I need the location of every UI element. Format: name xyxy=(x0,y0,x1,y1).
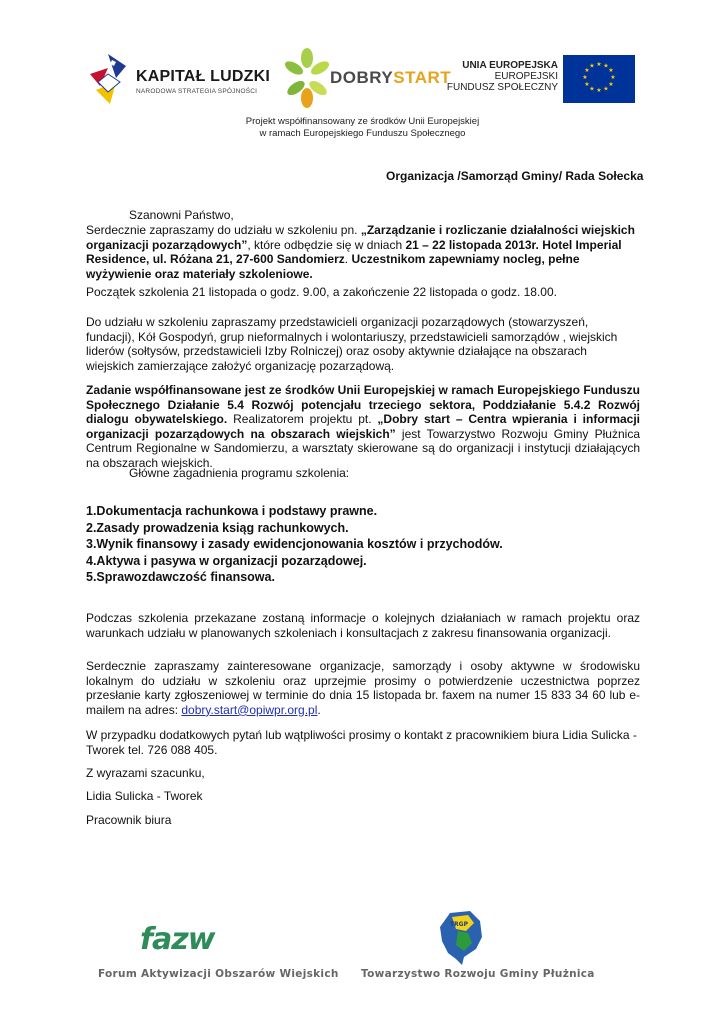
dobry-start-logo xyxy=(284,48,452,110)
svg-text:★: ★ xyxy=(582,74,588,81)
schedule: Początek szkolenia 21 listopada o godz. 9.00, a zakończenie 22 listopada o godz. 18.00. xyxy=(86,285,557,299)
recipient: Organizacja /Samorząd Gminy/ Rada Sołecka xyxy=(386,169,644,183)
project-funding-note xyxy=(0,116,725,139)
dobry-start-flower-icon xyxy=(284,48,330,110)
salutation: Szanowni Państwo, xyxy=(129,208,234,222)
eu-line-1: UNIA EUROPEJSKA xyxy=(462,60,558,71)
eu-flag-icon xyxy=(563,55,635,103)
list-item: 4.Aktywa i pasywa w organizacji pozarządowej. xyxy=(86,553,367,568)
list-item: 5.Sprawozdawczość finansowa. xyxy=(86,570,275,584)
training-date-place: 21 – 22 listopada 2013r. Hotel Imperial Residence, ul. Różana 21, 27-600 Sandomierz xyxy=(86,237,622,267)
project-line-1: Projekt współfinansowany ze środków Unii Europejskiej xyxy=(245,116,480,127)
funding-b: Realizatorem projektu pt. xyxy=(227,412,378,427)
list-item: 3.Wynik finansowy i zasady ewidencjonowania kosztów i przychodów. xyxy=(86,537,503,551)
intro-a: Serdecznie zapraszamy do udziału w szkoleniu pn. xyxy=(86,223,361,237)
funding-paragraph xyxy=(86,383,640,471)
trgp-badge-text: TRGP xyxy=(449,921,469,928)
info-paragraph: Podczas szkolenia przekazane zostaną informacje o kolejnych działaniach w ramach projektu oraz warunkach udziału w planowanych szkoleniach i konsultacjach z zakresu finansowania organizacji. xyxy=(86,611,640,640)
signer-role: Pracownik biura xyxy=(86,813,172,827)
svg-text:★: ★ xyxy=(596,61,602,68)
fazw-label: Forum Aktywizacji Obszarów Wiejskich xyxy=(98,968,339,980)
svg-text:★: ★ xyxy=(603,62,609,70)
eu-line-2: EUROPEJSKI xyxy=(494,71,558,82)
eu-line-3: FUNDUSZ SPOŁECZNY xyxy=(446,82,558,93)
svg-text:★: ★ xyxy=(589,62,595,70)
kapital-ludzki-emblem-icon xyxy=(86,52,130,108)
list-item: 2.Zasady prowadzenia ksiąg rachunkowych. xyxy=(86,520,349,535)
kapital-ludzki-title: KAPITAŁ LUDZKI xyxy=(136,68,271,85)
intro-paragraph xyxy=(86,223,640,281)
svg-text:★: ★ xyxy=(603,85,609,93)
trgp-label: Towarzystwo Rozwoju Gminy Płużnica xyxy=(361,968,595,980)
svg-text:★: ★ xyxy=(608,67,614,74)
intro-e: . xyxy=(344,252,352,267)
svg-text:★: ★ xyxy=(584,81,590,88)
email-link[interactable]: dobry.start@opiwpr.org.pl xyxy=(181,702,318,717)
kapital-ludzki-subtitle: NARODOWA STRATEGIA SPÓJNOŚCI xyxy=(136,88,258,95)
invite-text: Serdecznie zapraszamy zainteresowane organizacje, samorządy i osoby aktywne w środowisku lokalnym do udziału w szkoleniu oraz uprzejmie prosimy o potwierdzenie uczestnictwa poprzez przesłanie karty zgłoszeniowej w terminie do dnia 15 listopada br. faxem na numer 15 833 34 60 lub e-mailem na adres: xyxy=(86,659,640,717)
start-word: START xyxy=(393,68,452,87)
closing: Z wyrazami szacunku, xyxy=(86,766,205,780)
project-name: „Dobry start – Centra wpierania i informacji organizacji pozarządowych na obszarach wiejskich” xyxy=(86,412,641,441)
training-title: „Zarządzanie i rozliczanie działalności wiejskich organizacji pozarządowych” xyxy=(86,223,635,252)
invite-end: . xyxy=(317,702,321,717)
fazw-logo xyxy=(140,922,260,958)
svg-text:★: ★ xyxy=(596,87,602,94)
intro-c: , które odbędzie się w dniach xyxy=(247,237,406,252)
kapital-ludzki-logo xyxy=(86,52,271,108)
contact-paragraph: W przypadku dodatkowych pytań lub wątpliwości prosimy o kontakt z pracownikiem biura Lidia Sulicka - Tworek tel. 726 088 405. xyxy=(86,728,637,757)
list-item: 1.Dokumentacja rachunkowa i podstawy prawne. xyxy=(86,504,378,518)
svg-text:★: ★ xyxy=(610,74,616,81)
dobry-word: DOBRY xyxy=(330,68,394,87)
svg-text:★: ★ xyxy=(584,67,590,74)
signer-name: Lidia Sulicka - Tworek xyxy=(86,789,203,803)
invite-paragraph xyxy=(86,659,640,717)
svg-text:★: ★ xyxy=(589,85,595,93)
funding-a: Zadanie współfinansowane jest ze środków Unii Europejskiej w ramach Europejskiego Funduszu Społecznego Działanie 5.4 Rozwój potencjału trzeciego sektora, Poddziałanie 5.4.2 Rozwój dialogu obywatelskiego. xyxy=(86,383,640,427)
intro-benefits: Uczestnikom zapewniamy nocleg, pełne wyżywienie oraz materiały szkoleniowe. xyxy=(86,252,580,281)
fazw-wordmark: fazw xyxy=(140,922,215,957)
participants-paragraph: Do udziału w szkoleniu zapraszamy przedstawicieli organizacji pozarządowych (stowarzyszeń, fundacji), Kół Gospodyń, grup nieformalnych i wolontariuszy, przedstawicieli samorządów , wiejskich liderów (sołtysów, przedstawicieli Izby Rolniczej) oraz osoby aktywnie działające na obszarach wiejskich zamierzające założyć organizację pozarządową. xyxy=(86,315,618,373)
topics-list xyxy=(86,503,640,586)
svg-text:★: ★ xyxy=(608,81,614,88)
trgp-emblem-icon xyxy=(436,909,486,967)
dobry-start-wordmark xyxy=(330,68,451,88)
funding-d: jest Towarzystwo Rozwoju Gminy Płużnica Centrum Regionalne w Sandomierzu, a warsztaty skierowane są do organizacji i instytucji działających na obszarach wiejskich. xyxy=(86,426,640,470)
project-line-2: w ramach Europejskiego Funduszu Społecznego xyxy=(259,127,466,139)
topics-intro: Główne zagadnienia programu szkolenia: xyxy=(129,466,350,480)
eu-logo-text xyxy=(440,60,558,93)
